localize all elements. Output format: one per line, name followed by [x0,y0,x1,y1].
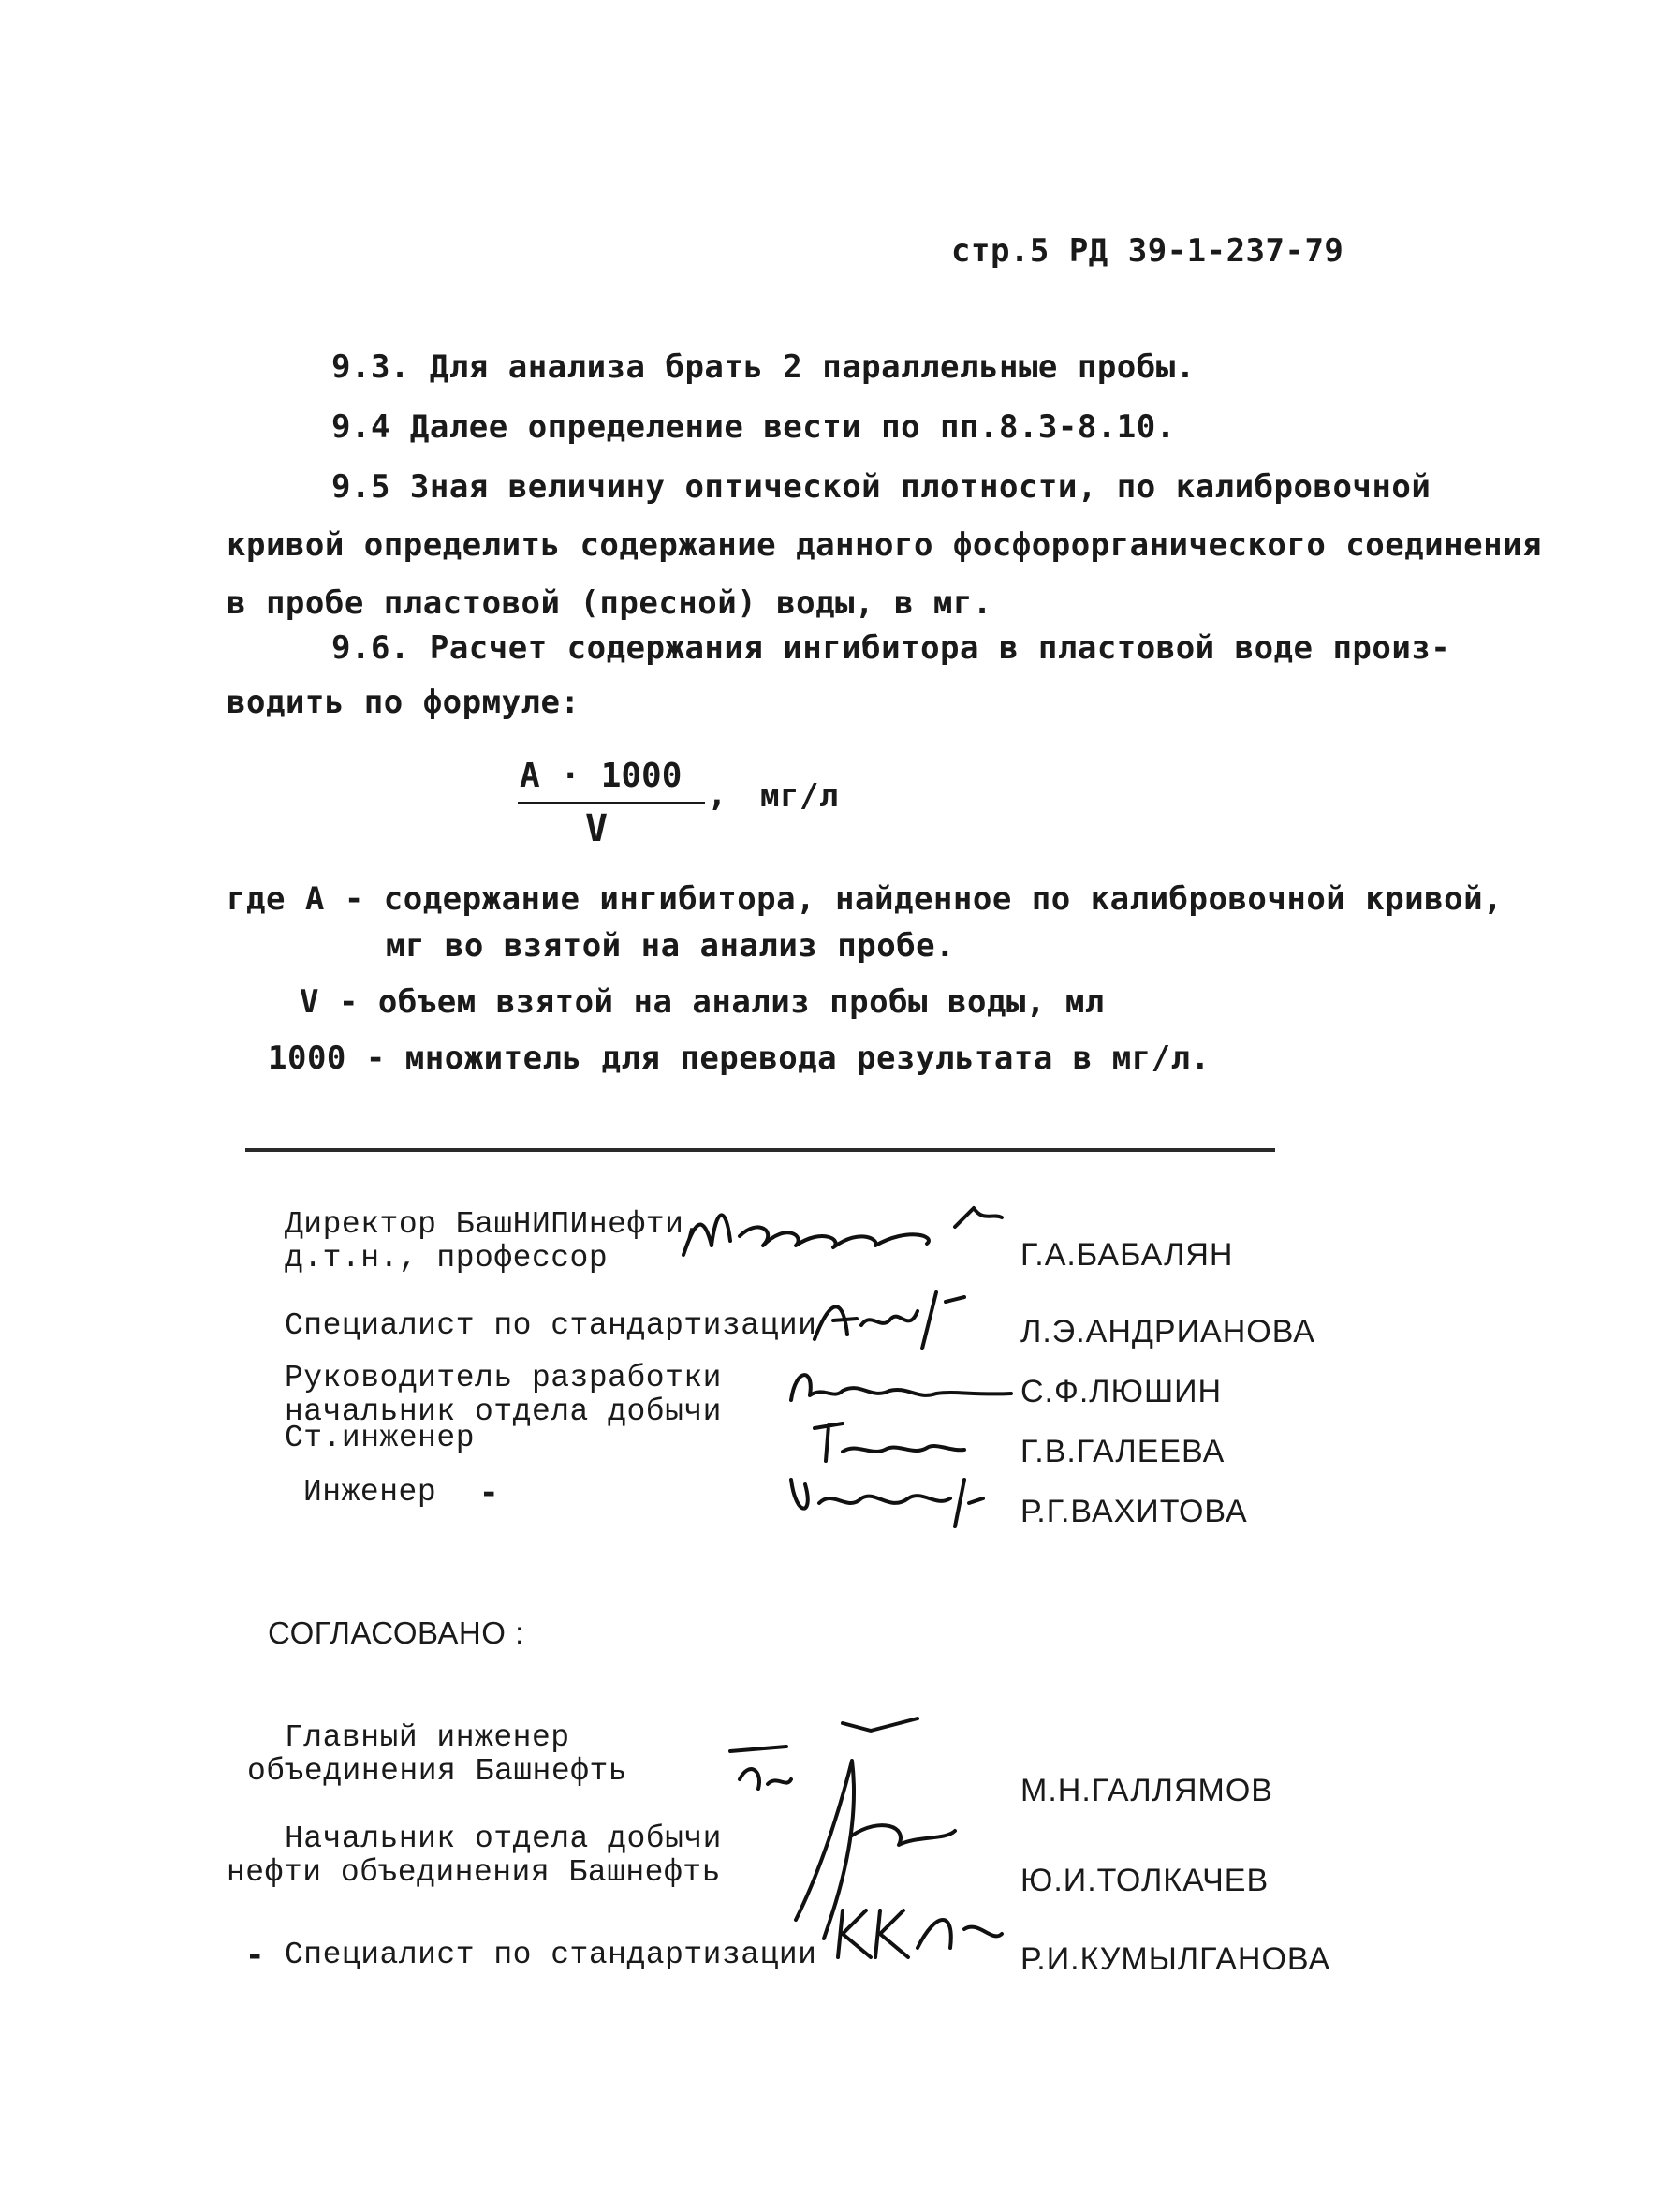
paragraph-9-3: 9.3. Для анализа брать 2 параллельные пробы. [331,348,1196,386]
approver-1-title-line2: объединения Башнефть [247,1754,628,1789]
signatory-1-name: Г.А.БАБАЛЯН [1020,1237,1234,1273]
dash-marker: - [479,1474,499,1512]
signatory-3-title-line1: Руководитель разработки [285,1361,722,1395]
approver-1-name: М.Н.ГАЛЛЯМОВ [1020,1773,1273,1808]
fraction-bar [518,802,705,804]
approval-heading: СОГЛАСОВАНО : [268,1615,524,1650]
signatory-5-name: Р.Г.ВАХИТОВА [1020,1494,1248,1529]
signatory-5-title-line1: Инженер [303,1475,437,1510]
legend-a-line2: мг во взятой на анализ пробе. [386,927,956,965]
approver-1-title-line1: Главный инженер [285,1720,570,1755]
legend-1000: 1000 - множитель для перевода результата в мг/л. [268,1040,1211,1077]
approver-2-name: Ю.И.ТОЛКАЧЕВ [1020,1863,1270,1898]
formula-comma: , [707,775,727,814]
signature-babalyan [674,1189,1030,1274]
paragraph-9-6-line1: 9.6. Расчет содержания ингибитора в пластовой воде произ- [331,629,1451,667]
signatory-2-title-line1: Специалист по стандартизации [285,1308,817,1343]
signatory-1-title-line2: д.т.н., профессор [285,1241,609,1276]
approver-2-title-line1: Начальник отдела добычи [285,1821,722,1856]
signatory-3-name: С.Ф.ЛЮШИН [1020,1374,1223,1409]
signatory-1-title-line1: Директор БашНИПИнефти, [285,1207,703,1242]
signatory-4-title-line1: Ст.инженер [285,1421,476,1455]
signature-lyushin [777,1349,1020,1414]
signatory-2-name: Л.Э.АНДРИАНОВА [1020,1314,1315,1349]
approver-3-title-line1: Специалист по стандартизации [285,1938,817,1972]
calculation-formula [510,757,735,850]
paragraph-9-6-line2: водить по формуле: [227,684,580,721]
signature-vakhitova [777,1461,992,1536]
approver-3-name: Р.И.КУМЫЛГАНОВА [1020,1941,1331,1977]
legend-v: V - объем взятой на анализ пробы воды, мл [300,983,1105,1021]
signatory-3-title-line2: начальник отдела добычи [285,1394,722,1429]
separator-rule [245,1148,1275,1152]
formula-unit: мг/л [760,777,839,815]
paragraph-9-5-line1: 9.5 Зная величину оптической плотности, по калибровочной [331,468,1431,506]
paragraph-9-5-line2: кривой определить содержание данного фосфорорганического соединения [227,526,1542,564]
dash-marker-2: - [245,1937,265,1974]
page-reference: стр.5 РД 39-1-237-79 [951,232,1344,270]
paragraph-9-4: 9.4 Далее определение вести по пп.8.3-8.10. [331,408,1176,446]
signatory-4-name: Г.В.ГАЛЕЕВА [1020,1434,1226,1469]
approver-2-title-line2: нефти объединения Башнефть [227,1855,721,1890]
signature-kumylganova [824,1892,1011,1976]
signature-andrianova [805,1274,992,1358]
legend-a-line1: где А - содержание ингибитора, найденное по калибровочной кривой, [227,880,1504,918]
paragraph-9-5-line3: в пробе пластовой (пресной) воды, в мг. [227,584,992,622]
formula-numerator: А · 1000 [520,757,683,795]
formula-denominator: V [585,807,609,850]
